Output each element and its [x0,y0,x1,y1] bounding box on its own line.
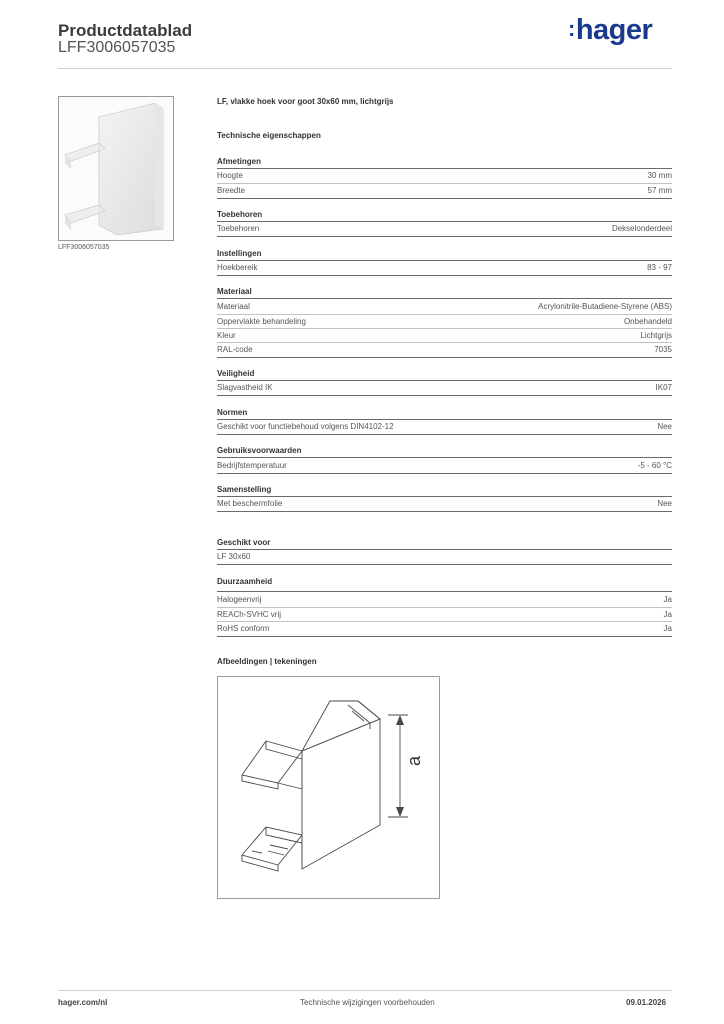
row-rule [217,328,672,329]
hager-logo [568,14,652,47]
footer-date: 09.01.2026 [626,998,667,1007]
spec-value: Nee [657,499,672,508]
spec-key: Hoekbereik [217,263,258,272]
section-title: Samenstelling [217,485,272,494]
section-title: Normen [217,408,248,417]
spec-value: IK07 [655,383,672,392]
document-product-code: LFF3006057035 [58,39,176,56]
section-end-rule [217,357,672,358]
spec-key: Geschikt voor functiebehoud volgens DIN4102-12 [217,422,394,431]
header-divider [58,68,672,69]
section-title: Duurzaamheid [217,577,273,586]
spec-value: 83 - 97 [647,263,672,272]
section-end-rule [217,511,672,512]
footer-disclaimer: Technische wijzigingen voorbehouden [300,998,435,1007]
section-rule [217,221,672,222]
section-title: Veiligheid [217,369,255,378]
section-rule [217,591,672,592]
spec-key: Toebehoren [217,224,260,233]
section-end-rule [217,636,672,637]
spec-key: Oppervlakte behandeling [217,317,306,326]
section-title: Geschikt voor [217,538,271,547]
technical-drawing-illustration [218,677,439,898]
section-rule [217,168,672,169]
spec-key: Slagvastheid IK [217,383,273,392]
section-end-rule [217,473,672,474]
section-end-rule [217,434,672,435]
section-title: Gebruiksvoorwaarden [217,446,302,455]
spec-value: 30 mm [647,171,672,180]
logo-dots: : [568,16,575,41]
section-title: Instellingen [217,249,262,258]
section-rule [217,549,672,550]
drawings-title: Afbeeldingen | tekeningen [217,657,317,666]
spec-key: REACh-SVHC vrij [217,610,282,619]
spec-key: LF 30x60 [217,552,251,561]
spec-value: Ja [663,624,672,633]
section-end-rule [217,564,672,565]
section-end-rule [217,198,672,199]
section-title: Toebehoren [217,210,263,219]
spec-value: -5 - 60 °C [637,461,672,470]
logo-text: hager [575,14,653,46]
section-end-rule [217,236,672,237]
spec-key: Kleur [217,331,236,340]
section-end-rule [217,275,672,276]
row-rule [217,607,672,608]
technical-properties-heading: Technische eigenschappen [217,131,321,140]
spec-value: Ja [663,595,672,604]
spec-key: RoHS conform [217,624,270,633]
spec-key: Bedrijfstemperatuur [217,461,287,470]
dimension-arrow-top [396,715,404,725]
spec-value: 7035 [654,345,672,354]
technical-drawing [217,676,440,899]
section-rule [217,496,672,497]
section-rule [217,260,672,261]
spec-key: Hoogte [217,171,243,180]
spec-value: Nee [657,422,672,431]
section-title: Materiaal [217,287,252,296]
spec-key: Halogeenvrij [217,595,262,604]
footer-divider [58,990,672,991]
spec-value: 57 mm [647,186,672,195]
section-end-rule [217,395,672,396]
image-caption: LFF3006057035 [58,244,110,251]
row-rule [217,342,672,343]
section-rule [217,298,672,299]
row-rule [217,314,672,315]
document-title: Productdatablad [58,21,193,40]
section-title: Afmetingen [217,157,261,166]
spec-value: Acrylonitrile-Butadiene-Styrene (ABS) [538,302,672,311]
product-title: LF, vlakke hoek voor goot 30x60 mm, lichtgrijs [217,97,394,106]
footer-website-link[interactable]: hager.com/nl [58,998,108,1007]
spec-key: RAL-code [217,345,253,354]
spec-value: Ja [663,610,672,619]
row-rule [217,183,672,184]
spec-value: Lichtgrijs [640,331,672,340]
dimension-arrow-bottom [396,807,404,817]
spec-key: Met beschermfolie [217,499,283,508]
section-rule [217,419,672,420]
product-image [58,96,174,241]
product-photo-illustration [59,97,173,240]
spec-key: Breedte [217,186,246,195]
row-rule [217,621,672,622]
spec-value: Onbehandeld [623,317,672,326]
section-rule [217,380,672,381]
spec-value: Dekselonderdeel [611,224,672,233]
spec-key: Materiaal [217,302,250,311]
dimension-label: a [403,755,424,767]
section-rule [217,457,672,458]
